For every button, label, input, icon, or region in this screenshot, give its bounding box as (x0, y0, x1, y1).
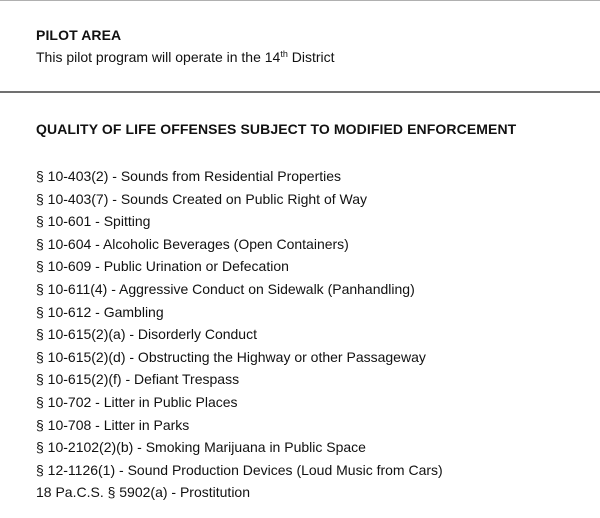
offense-item: § 10-601 - Spitting (36, 213, 151, 230)
top-divider (0, 0, 600, 1)
pilot-text-end: District (287, 49, 335, 65)
offense-item: § 10-615(2)(d) - Obstructing the Highway or other Passageway (36, 348, 426, 365)
offense-item: § 10-403(2) - Sounds from Residential Properties (36, 168, 342, 184)
offense-item: § 10-708 - Litter in Parks (36, 416, 190, 433)
offense-item: § 10-702 - Litter in Public Places (36, 393, 238, 410)
offense-item: 18 Pa.C.S. § 5902(a) - Prostitution (36, 484, 250, 501)
offense-item: § 10-612 - Gambling (36, 303, 164, 320)
pilot-area-heading: PILOT AREA (36, 27, 122, 43)
pilot-text-main: This pilot program will operate in the 14 (36, 49, 281, 65)
offense-item: § 10-2102(2)(b) - Smoking Marijuana in Public Space (36, 439, 366, 456)
offense-item: § 10-615(2)(a) - Disorderly Conduct (36, 326, 257, 343)
pilot-text-superscript: th (280, 49, 288, 59)
section-divider (0, 91, 600, 93)
offense-item: § 10-611(4) - Aggressive Conduct on Sidewalk (Panhandling) (36, 280, 415, 297)
offense-item: § 10-604 - Alcoholic Beverages (Open Containers) (36, 235, 349, 252)
offense-item: § 10-403(7) - Sounds Created on Public Right of Way (36, 190, 367, 207)
offense-item: § 10-609 - Public Urination or Defecation (36, 258, 289, 275)
pilot-area-description (36, 49, 335, 65)
offenses-heading: QUALITY OF LIFE OFFENSES SUBJECT TO MODIFIED ENFORCEMENT (36, 121, 517, 137)
offense-list (36, 165, 443, 504)
offense-item: § 12-1126(1) - Sound Production Devices (Loud Music from Cars) (36, 461, 443, 478)
offense-item: § 10-615(2)(f) - Defiant Trespass (36, 371, 240, 388)
